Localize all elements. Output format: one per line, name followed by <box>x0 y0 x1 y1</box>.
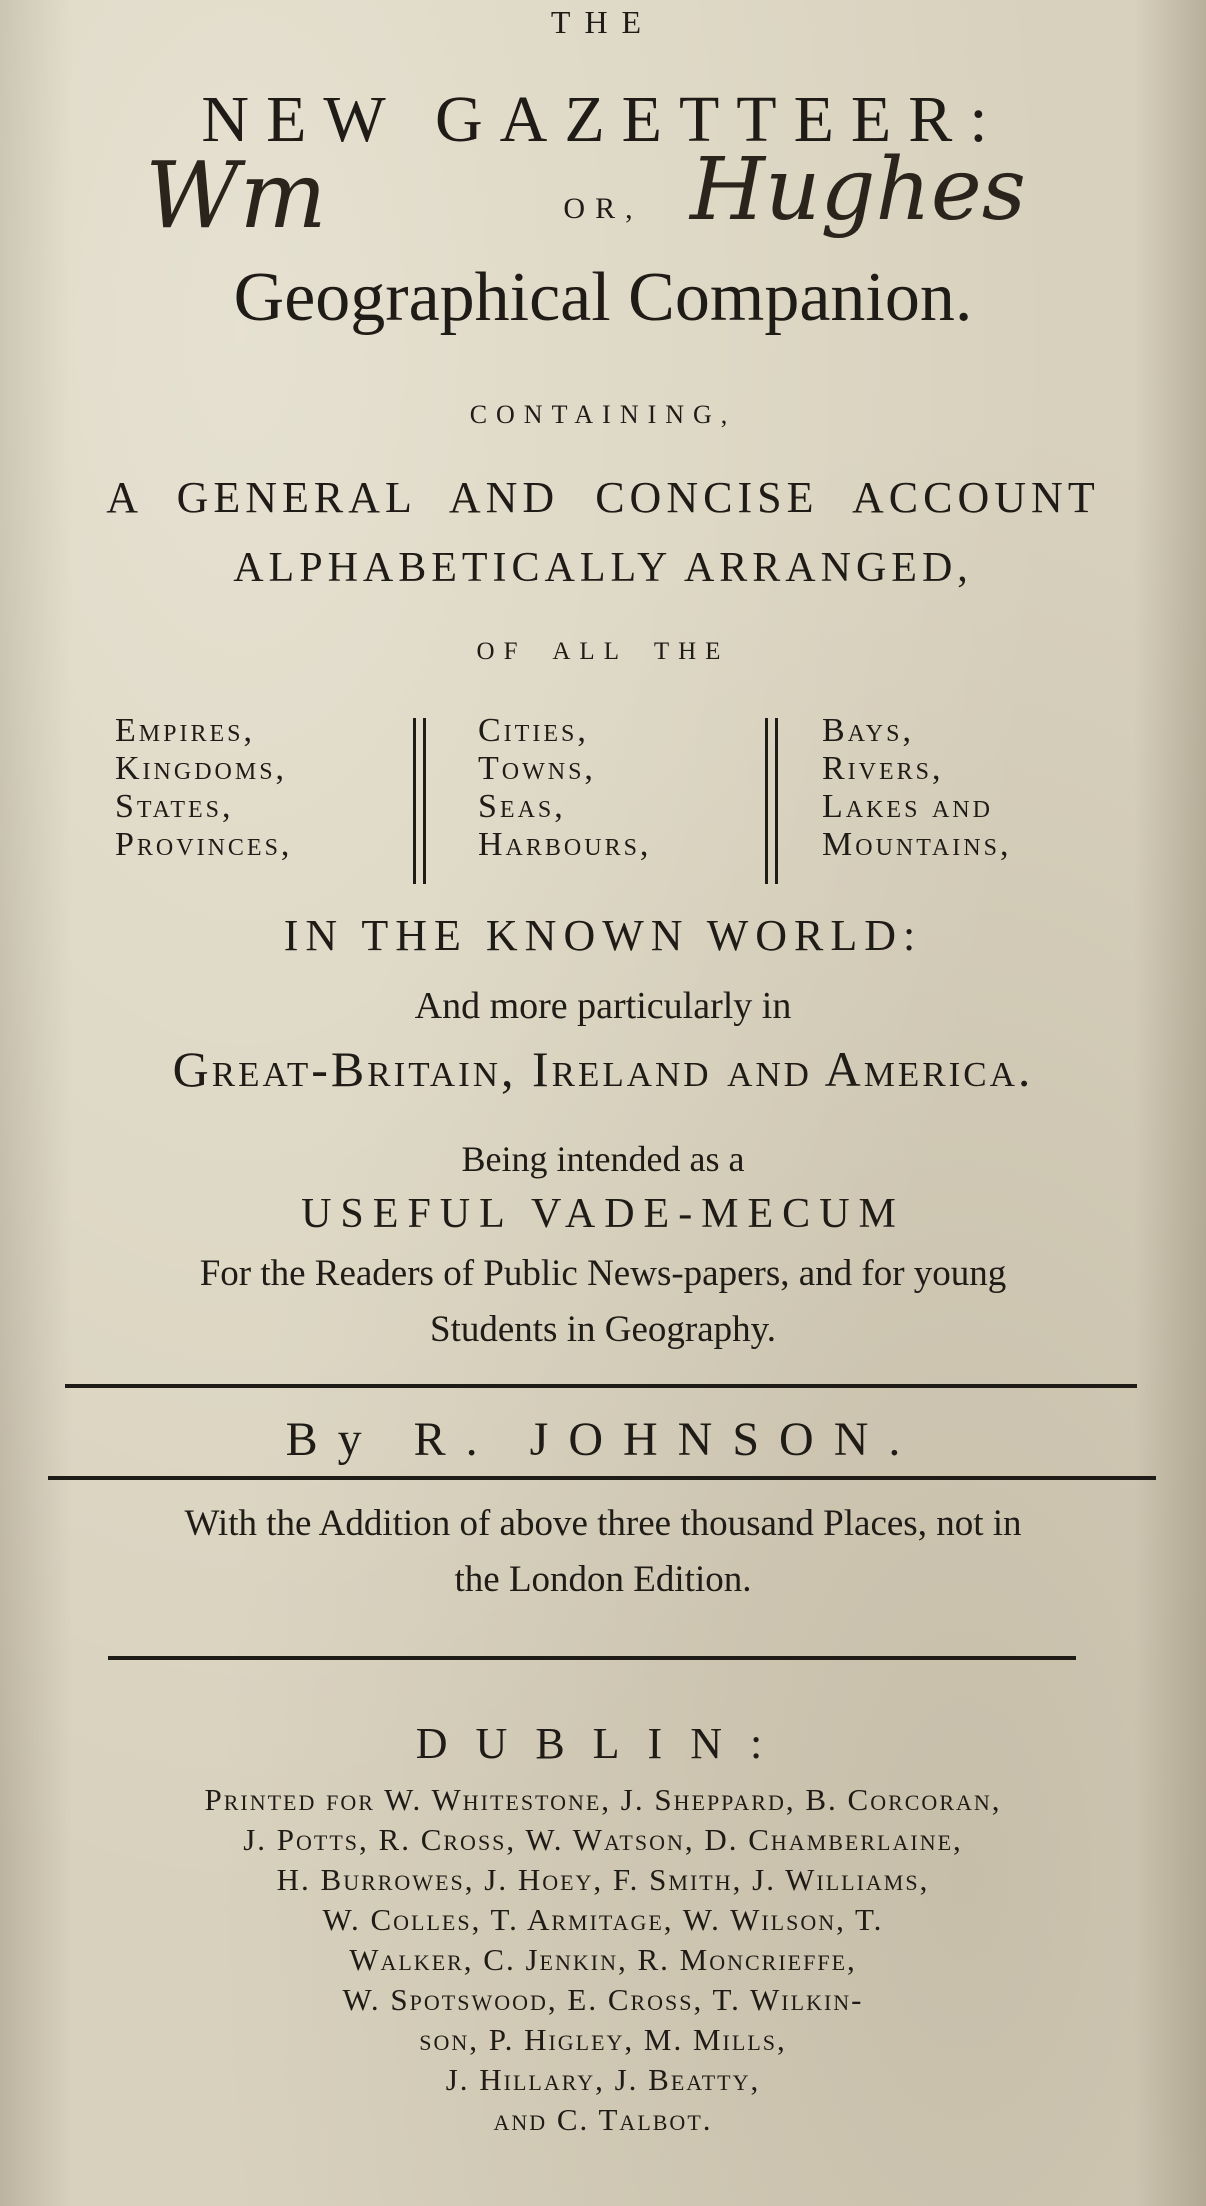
column-divider <box>423 718 426 884</box>
printers-line: Walker, C. Jenkin, R. Moncrieffe, <box>349 1942 857 1977</box>
list-item: Harbours, <box>478 826 652 863</box>
printers-line: J. Potts, R. Cross, W. Watson, D. Chamberlaine, <box>243 1822 963 1857</box>
printers-line: Printed for W. Whitestone, J. Sheppard, B. Corcoran, <box>204 1782 1002 1817</box>
list-item: Empires, <box>115 712 255 749</box>
signature-first-name: Wm <box>145 142 327 249</box>
list-item: States, <box>115 788 234 825</box>
divider-rule <box>108 1656 1076 1660</box>
column-bays <box>822 712 1011 864</box>
printers-list <box>0 1780 1206 2140</box>
readers-line-2: Students in Geography. <box>430 1309 776 1350</box>
list-item: Mountains, <box>822 826 1012 863</box>
list-item: Lakes and <box>822 788 993 825</box>
main-title: NEW GAZETTEER: <box>201 83 1005 156</box>
divider-rule <box>48 1476 1156 1480</box>
particularly-line: And more particularly in <box>414 985 792 1027</box>
list-item: Provinces, <box>115 826 293 863</box>
list-item: Seas, <box>478 788 566 825</box>
printers-line: J. Hillary, J. Beatty, <box>445 2062 761 2097</box>
intended-line: Being intended as a <box>461 1139 745 1179</box>
printers-line: and C. Talbot. <box>493 2102 713 2137</box>
vade-mecum: USEFUL VADE-MECUM <box>301 1191 905 1237</box>
of-all-the: OF ALL THE <box>476 638 730 665</box>
city-line: DUBLIN: <box>415 1719 791 1768</box>
printers-line: H. Burrowes, J. Hoey, F. Smith, J. Williams, <box>276 1862 930 1897</box>
column-divider <box>413 718 416 884</box>
printers-line: W. Spotswood, E. Cross, T. Wilkin- <box>342 1982 864 2017</box>
account-line-1: A GENERAL AND CONCISE ACCOUNT <box>106 473 1100 522</box>
divider-rule <box>65 1384 1137 1388</box>
list-item: Towns, <box>478 750 596 787</box>
column-cities <box>478 712 651 864</box>
list-item: Kingdoms, <box>115 750 288 787</box>
list-item: Cities, <box>478 712 589 749</box>
author-line: By R. JOHNSON. <box>285 1413 921 1466</box>
addition-line-1: With the Addition of above three thousand Places, not in <box>184 1503 1022 1544</box>
containing: CONTAINING, <box>469 400 737 429</box>
signature-last-name: Hughes <box>690 140 1026 240</box>
title-or: OR, <box>563 192 643 225</box>
list-item: Rivers, <box>822 750 944 787</box>
readers-line-1: For the Readers of Public News-papers, and for young <box>199 1253 1007 1294</box>
countries-line: Great-Britain, Ireland and America. <box>172 1041 1034 1097</box>
column-divider <box>765 718 768 884</box>
known-world: IN THE KNOWN WORLD: <box>283 911 923 960</box>
subtitle: Geographical Companion. <box>233 259 973 336</box>
title-the: THE <box>550 4 656 40</box>
column-divider <box>775 718 778 884</box>
account-line-2: ALPHABETICALLY ARRANGED, <box>233 545 973 591</box>
addition-line-2: the London Edition. <box>454 1559 752 1600</box>
column-empires <box>115 712 292 864</box>
printers-line: son, P. Higley, M. Mills, <box>419 2022 787 2057</box>
printers-line: W. Colles, T. Armitage, W. Wilson, T. <box>322 1902 884 1937</box>
list-item: Bays, <box>822 712 914 749</box>
